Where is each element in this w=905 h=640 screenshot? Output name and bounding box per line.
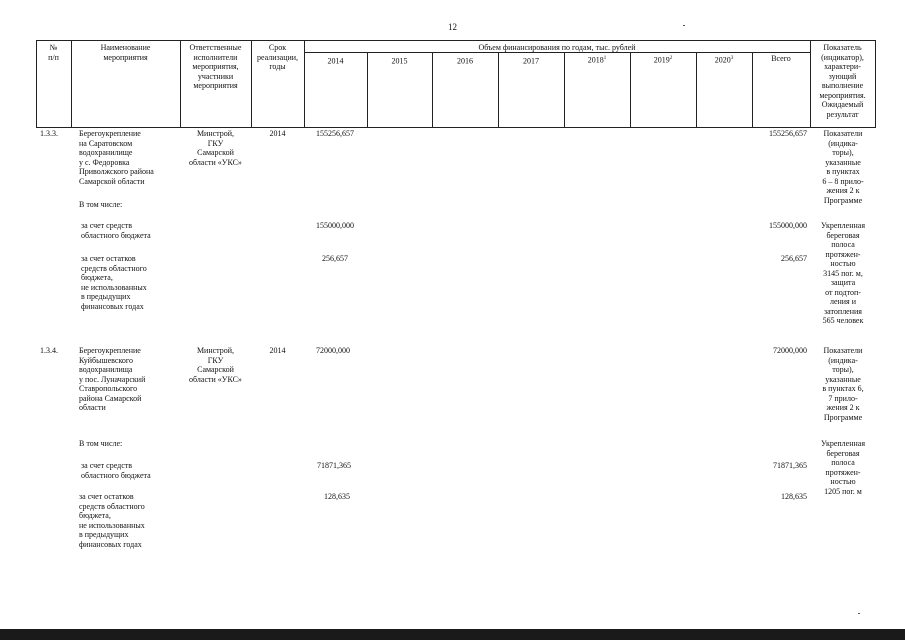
row-indicator: Показатели (индика- торы), указанные в пунктах 6, 7 прило- жения 2 к Программе [822,346,864,422]
header-year-2015: 2015 [391,56,408,66]
sub-row-indicator: Укрепленная береговая полоса протяжен- ностью 3145 пог. м, защита от подтоп- ления и затопления 565 человек [820,221,865,325]
header-name: Наименование мероприятия [100,43,151,62]
header-indicator: Показатель (индикатор), характери- зующий выполнение мероприятия. Ожидаемый результат [819,43,866,119]
sub-row-name: за счет остатков средств областного бюджета, не использованных в предыдущих финансовых годах [81,254,147,311]
sub-row-name: за счет средств областного бюджета [81,461,151,480]
row-total: 72000,000 [773,346,807,355]
header-total: Всего [771,54,791,63]
header-year-2018: 2018$^1$ [587,55,607,65]
table-top-rule [36,40,876,41]
sub-row-value-2014: 155000,000 [316,221,354,230]
sub-row-total: 256,657 [781,254,807,263]
row-term: 2014 [269,129,286,138]
sub-row-total: 71871,365 [773,461,807,470]
col-rule [875,40,876,128]
header-volume: Объем финансирования по годам, тыс. рублей [478,43,636,52]
financing-table [36,40,876,560]
sub-row-total: 155000,000 [769,221,807,230]
including-label: В том числе: [79,200,123,209]
sub-row-name: за счет остатков средств областного бюджета, не использованных в предыдущих финансовых годах [79,492,145,549]
sub-row-value-2014: 128,635 [324,492,350,501]
row-value-2014: 72000,000 [316,346,350,355]
row-term: 2014 [269,346,286,355]
row-number: 1.3.3. [40,129,58,138]
row-name: Берегоукрепление Куйбышевского водохранилища у пос. Луначарский Ставропольского района Самарской области [79,346,146,412]
header-term: Срок реализации, годы [256,43,299,71]
page-number: 12 [448,22,457,32]
scan-edge-bar [0,629,905,640]
header-responsible: Ответственные исполнители мероприятия, участники мероприятия [189,43,242,90]
header-year-2014: 2014 [327,56,344,66]
sub-row-value-2014: 71871,365 [317,461,351,470]
header-year-2019: 2019$^2$ [653,55,673,65]
header-bottom-rule [36,127,876,128]
row-responsible: Минстрой, ГКУ Самарской области «УКС» [189,129,242,167]
row-indicator: Показатели (индика- торы), указанные в пунктах 6 – 8 прило- жения 2 к Программе [822,129,864,205]
sub-row-total: 128,635 [781,492,807,501]
sub-row-value-2014: 256,657 [322,254,348,263]
sub-row-indicator: Укрепленная береговая полоса протяжен- ностью 1205 пог. м [820,439,865,496]
row-name: Берегоукрепление на Саратовском водохранилище у с. Федоровка Приволжского района Самарской области [79,129,154,186]
scan-speck [683,25,685,26]
including-label: В том числе: [79,439,123,448]
header-year-2017: 2017 [523,56,539,66]
sub-row-name: за счет средств областного бюджета [81,221,151,240]
scan-speck [858,613,860,614]
row-responsible: Минстрой, ГКУ Самарской области «УКС» [189,346,242,384]
header-number: № п/п [48,43,59,62]
header-year-2020: 2020$^3$ [714,55,734,65]
row-value-2014: 155256,657 [316,129,354,138]
header-year-2016: 2016 [457,56,473,66]
row-number: 1.3.4. [40,346,58,355]
row-total: 155256,657 [769,129,807,138]
